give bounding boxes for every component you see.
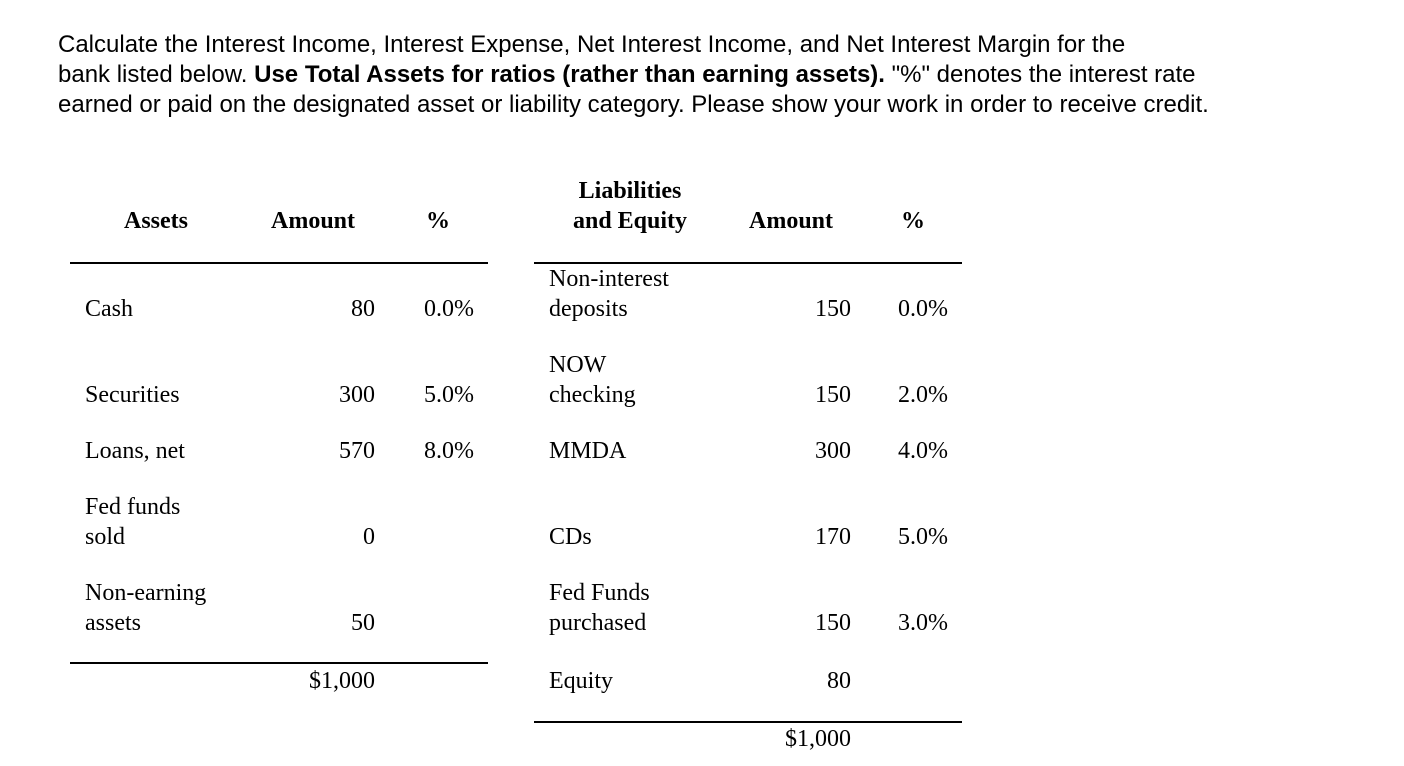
assets-total-rule: [70, 662, 488, 664]
asset-rate: 5.0%: [424, 382, 474, 408]
prompt-line-1: Calculate the Interest Income, Interest Expense, Net Interest Income, and Net Interest Margin for the: [58, 31, 1126, 58]
asset-amount: 300: [339, 382, 375, 408]
asset-label-line2: assets: [85, 610, 141, 636]
problem-statement: [58, 30, 1378, 120]
asset-amount: 570: [339, 438, 375, 464]
liability-rate: 3.0%: [898, 610, 948, 636]
liability-amount: 170: [815, 524, 851, 550]
liability-amount: 150: [815, 296, 851, 322]
liabilities-header-line1: Liabilities: [578, 178, 682, 204]
liability-rate: 0.0%: [898, 296, 948, 322]
asset-rate: 8.0%: [424, 438, 474, 464]
asset-label: Loans, net: [85, 438, 185, 464]
assets-amount-header: Amount: [271, 208, 356, 234]
asset-label: Fed funds: [85, 494, 181, 520]
liability-label-line2: deposits: [549, 296, 628, 322]
asset-label: Non-earning: [85, 580, 207, 606]
prompt-line-2-rest: "%" denotes the interest rate: [884, 61, 1196, 88]
liability-rate: 5.0%: [898, 524, 948, 550]
liability-amount: 300: [815, 438, 851, 464]
assets-total: $1,000: [309, 668, 375, 694]
asset-amount: 0: [363, 524, 375, 550]
liability-amount: 150: [815, 382, 851, 408]
liability-amount: 150: [815, 610, 851, 636]
liability-label-line2: purchased: [549, 610, 647, 636]
prompt-line-2-plain: bank listed below.: [58, 61, 255, 88]
liability-rate: 2.0%: [898, 382, 948, 408]
liability-amount: 80: [827, 668, 851, 694]
assets-header: Assets: [124, 208, 188, 234]
assets-header-rule: [70, 262, 488, 264]
prompt-line-3: earned or paid on the designated asset or liability category. Please show your work in order to receive credit.: [58, 91, 1209, 118]
liability-label: NOW: [549, 352, 607, 378]
asset-rate: 0.0%: [424, 296, 474, 322]
liability-label: Equity: [549, 668, 613, 694]
liabilities-rate-header: %: [901, 208, 925, 234]
asset-amount: 80: [351, 296, 375, 322]
asset-amount: 50: [351, 610, 375, 636]
prompt-line-2-bold: Use Total Assets for ratios (rather than earning assets).: [254, 61, 885, 88]
liabilities-total-rule: [534, 721, 962, 723]
liability-rate: 4.0%: [898, 438, 948, 464]
liability-label: Non-interest: [549, 266, 669, 292]
liabilities-amount-header: Amount: [749, 208, 834, 234]
liability-label: CDs: [549, 524, 592, 550]
liability-label-line2: checking: [549, 382, 636, 408]
asset-label: Securities: [85, 382, 180, 408]
liabilities-total: $1,000: [785, 726, 851, 752]
liability-label: Fed Funds: [549, 580, 650, 606]
liability-label: MMDA: [549, 438, 627, 464]
liabilities-header-line2: and Equity: [572, 208, 688, 234]
assets-rate-header: %: [426, 208, 450, 234]
asset-label-line2: sold: [85, 524, 126, 550]
asset-label: Cash: [85, 296, 133, 322]
